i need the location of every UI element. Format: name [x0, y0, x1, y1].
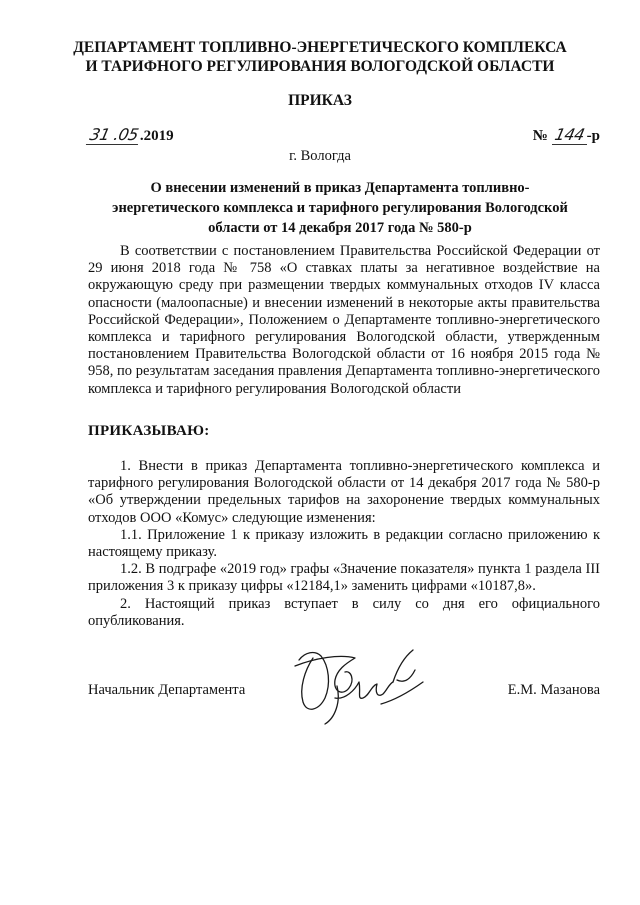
item-1-1: 1.1. Приложение 1 к приказу изложить в редакции согласно приложению к настоящему приказу.: [88, 526, 600, 561]
date-number-line: [88, 125, 600, 147]
item-1: 1. Внести в приказ Департамента топливно-энергетического комплекса и тарифного регулирования Вологодской области от 14 декабря 2017 года № 580-р «Об утверждении предельных тарифов на захоронение твердых коммунальных отходов ООО «Комус» следующие изменения:: [88, 458, 600, 526]
city: г. Вологда: [289, 148, 351, 164]
order-items: [88, 458, 600, 630]
signatory-position: Начальник Департамента: [88, 682, 246, 698]
preamble-text: В соответствии с постановлением Правительства Российской Федерации от 29 июня 2018 года № 758 «О ставках платы за негативное воздействие на окружающую среду при размещении твердых коммунальных отходов IV класса опасности (малоопасные) и внесении изменений в некоторые акты правительства Российской Федерации», Положением о Департаменте топливно-энергетического комплекса и тарифного регулирования Вологодской области, утвержденным постановлением Правительства Вологодской области от 16 ноября 2015 года № 958, по результатам заседания правления Департамента топливно-энергетического комплекса и тарифного регулирования Вологодской области: [88, 243, 600, 397]
handwritten-number: 144: [552, 125, 586, 144]
order-date: [88, 125, 174, 145]
date-year: .2019: [139, 128, 174, 144]
document-title: О внесении изменений в приказ Департамента топливно-энергетического комплекса и тарифного регулирования Вологодской области от 14 декабря 2017 года № 580-р: [112, 180, 568, 236]
number-suffix: -р: [586, 128, 600, 144]
handwritten-date: 31 .05: [86, 125, 142, 145]
document-type: ПРИКАЗ: [288, 92, 352, 109]
header-line-1: ДЕПАРТАМЕНТ ТОПЛИВНО-ЭНЕРГЕТИЧЕСКОГО КОМПЛЕКСА: [73, 39, 567, 56]
header-line-2: И ТАРИФНОГО РЕГУЛИРОВАНИЯ ВОЛОГОДСКОЙ ОБЛАСТИ: [85, 58, 555, 75]
preamble: [88, 243, 600, 398]
number-prefix: №: [532, 128, 548, 144]
handwritten-signature: [285, 640, 435, 730]
department-header: [40, 38, 600, 76]
order-word: ПРИКАЗЫВАЮ:: [88, 423, 210, 439]
signatory-name: Е.М. Мазанова: [507, 682, 600, 698]
order-number: [533, 125, 600, 145]
item-1-2: 1.2. В подграфе «2019 год» графы «Значение показателя» пункта 1 раздела III приложения 3 к приказу цифры «12184,1» заменить цифрами «10187,8».: [88, 561, 600, 595]
item-2: 2. Настоящий приказ вступает в силу со дня его официального опубликования.: [88, 595, 600, 629]
